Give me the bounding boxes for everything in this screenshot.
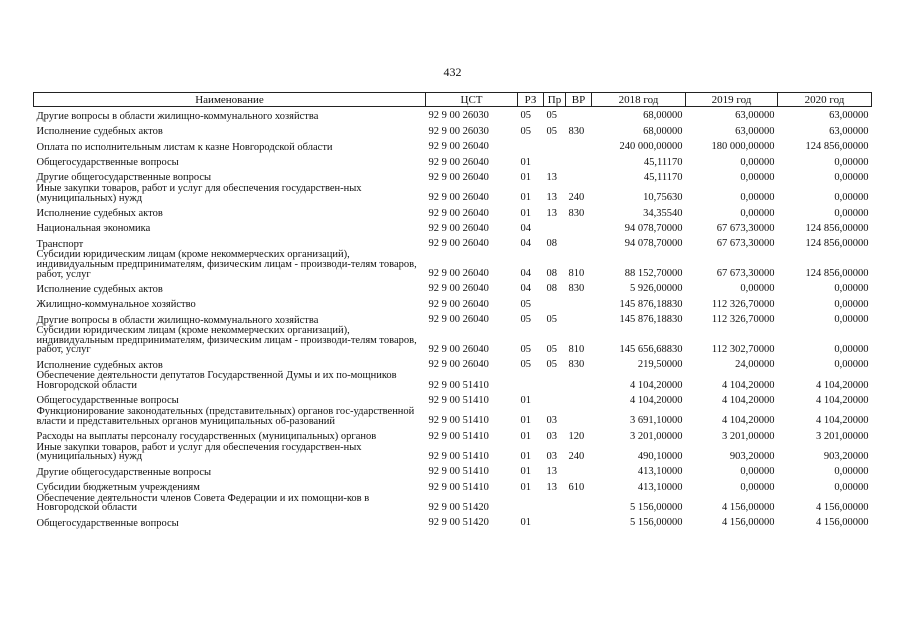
row-cst: 92 9 00 51410 bbox=[428, 415, 489, 427]
row-value-2020: 0,00000 bbox=[834, 314, 869, 326]
row-rz: 05 bbox=[520, 344, 531, 356]
row-value-2018: 240 000,00000 bbox=[619, 141, 683, 153]
row-cst: 92 9 00 26040 bbox=[428, 141, 489, 153]
row-cst: 92 9 00 51410 bbox=[428, 430, 489, 442]
row-cst: 92 9 00 51420 bbox=[428, 517, 489, 529]
row-pr: 08 bbox=[546, 283, 557, 295]
row-value-2020: 4 104,20000 bbox=[816, 379, 869, 391]
table-row bbox=[34, 356, 872, 371]
row-rz: 04 bbox=[520, 283, 531, 295]
table-row bbox=[34, 169, 872, 184]
row-value-2019: 0,00000 bbox=[740, 466, 775, 478]
row-vr: 830 bbox=[568, 359, 585, 371]
row-value-2020: 3 201,00000 bbox=[816, 430, 869, 442]
row-value-2020: 0,00000 bbox=[834, 359, 869, 371]
row-name: Иные закупки товаров, работ и услуг для обеспечения государствен-ных (муниципальных) нужд bbox=[36, 441, 362, 463]
row-value-2019: 0,00000 bbox=[740, 283, 775, 295]
row-cst: 92 9 00 26030 bbox=[428, 125, 489, 137]
row-pr bbox=[544, 220, 566, 235]
row-rz: 05 bbox=[520, 125, 531, 137]
row-vr: 830 bbox=[568, 207, 585, 219]
table-row bbox=[34, 478, 872, 493]
row-value-2018: 34,35540 bbox=[643, 207, 683, 219]
row-vr bbox=[566, 235, 592, 250]
row-name: Иные закупки товаров, работ и услуг для обеспечения государствен-ных (муниципальных) нужд bbox=[36, 182, 362, 204]
row-vr bbox=[566, 107, 592, 123]
row-name: Общегосударственные вопросы bbox=[36, 156, 179, 168]
row-value-2019: 3 201,00000 bbox=[722, 430, 775, 442]
header-2018: 2018 год bbox=[592, 93, 686, 107]
row-value-2018: 145 876,18830 bbox=[619, 298, 683, 310]
row-value-2018: 88 152,70000 bbox=[624, 268, 683, 280]
row-vr bbox=[566, 407, 592, 427]
row-vr bbox=[566, 311, 592, 326]
row-value-2020: 4 104,20000 bbox=[816, 415, 869, 427]
table-row bbox=[34, 427, 872, 442]
row-name: Исполнение судебных актов bbox=[36, 207, 163, 219]
header-2020: 2020 год bbox=[778, 93, 872, 107]
row-value-2018: 413,10000 bbox=[637, 481, 683, 493]
budget-table bbox=[33, 92, 872, 529]
row-value-2020: 4 156,00000 bbox=[816, 501, 869, 513]
row-value-2018: 45,11170 bbox=[643, 171, 683, 183]
header-vr: ВР bbox=[566, 93, 592, 107]
row-pr: 13 bbox=[546, 171, 557, 183]
row-vr: 240 bbox=[568, 450, 585, 462]
row-vr bbox=[566, 392, 592, 407]
header-pr: Пр bbox=[544, 93, 566, 107]
row-cst: 92 9 00 51410 bbox=[428, 450, 489, 462]
row-name: Расходы на выплаты персоналу государственных (муниципальных) органов bbox=[36, 431, 377, 442]
row-vr: 810 bbox=[568, 344, 585, 356]
row-name: Обеспечение деятельности членов Совета Федерации и их помощни-ков в Новгородской области bbox=[36, 492, 370, 514]
row-cst: 92 9 00 26040 bbox=[428, 238, 489, 250]
row-vr bbox=[566, 295, 592, 310]
row-pr: 03 bbox=[546, 450, 557, 462]
row-value-2019: 63,00000 bbox=[735, 110, 775, 122]
table-row bbox=[34, 122, 872, 137]
row-rz: 05 bbox=[520, 110, 531, 122]
row-cst: 92 9 00 26040 bbox=[428, 298, 489, 310]
row-value-2019: 180 000,00000 bbox=[711, 141, 775, 153]
row-cst: 92 9 00 26040 bbox=[428, 207, 489, 219]
row-cst: 92 9 00 51410 bbox=[428, 395, 489, 407]
row-rz: 04 bbox=[520, 238, 531, 250]
row-vr bbox=[566, 463, 592, 478]
row-rz bbox=[518, 371, 544, 391]
table-row bbox=[34, 138, 872, 153]
row-cst: 92 9 00 26040 bbox=[428, 222, 489, 234]
row-name: Общегосударственные вопросы bbox=[36, 517, 179, 529]
row-value-2020: 0,00000 bbox=[834, 298, 869, 310]
row-value-2020: 4 104,20000 bbox=[816, 395, 869, 407]
row-value-2020: 0,00000 bbox=[834, 207, 869, 219]
row-value-2019: 67 673,30000 bbox=[716, 268, 775, 280]
row-pr bbox=[544, 295, 566, 310]
row-vr: 810 bbox=[568, 268, 585, 280]
table-row bbox=[34, 153, 872, 168]
row-cst: 92 9 00 26040 bbox=[428, 268, 489, 280]
row-value-2018: 68,00000 bbox=[643, 110, 683, 122]
row-cst: 92 9 00 26040 bbox=[428, 156, 489, 168]
row-value-2019: 0,00000 bbox=[740, 156, 775, 168]
row-cst: 92 9 00 51410 bbox=[428, 481, 489, 493]
row-vr: 830 bbox=[568, 125, 585, 137]
row-pr: 05 bbox=[546, 110, 557, 122]
row-vr bbox=[566, 220, 592, 235]
row-name: Национальная экономика bbox=[36, 223, 151, 235]
row-value-2019: 0,00000 bbox=[740, 207, 775, 219]
row-value-2018: 5 156,00000 bbox=[630, 501, 683, 513]
row-name: Функционирование законодательных (представительных) органов гос-ударственной власти и представительных органов муниципальных об-разований bbox=[36, 406, 415, 427]
row-rz: 01 bbox=[520, 466, 531, 478]
row-value-2020: 124 856,00000 bbox=[805, 238, 869, 250]
row-value-2020: 4 156,00000 bbox=[816, 517, 869, 529]
row-name: Другие общегосударственные вопросы bbox=[36, 172, 212, 184]
header-name: Наименование bbox=[34, 93, 426, 107]
row-rz: 01 bbox=[520, 517, 531, 529]
row-pr bbox=[544, 392, 566, 407]
row-vr: 120 bbox=[568, 430, 585, 442]
table-row bbox=[34, 280, 872, 295]
row-value-2019: 0,00000 bbox=[740, 171, 775, 183]
row-cst: 92 9 00 51410 bbox=[428, 379, 489, 391]
row-pr: 05 bbox=[546, 344, 557, 356]
table-row bbox=[34, 220, 872, 235]
row-value-2019: 4 156,00000 bbox=[722, 517, 775, 529]
row-value-2018: 4 104,20000 bbox=[630, 395, 683, 407]
row-value-2020: 0,00000 bbox=[834, 192, 869, 204]
row-pr: 08 bbox=[546, 268, 557, 280]
row-value-2019: 903,20000 bbox=[729, 450, 775, 462]
row-pr bbox=[544, 138, 566, 153]
row-pr: 13 bbox=[546, 192, 557, 204]
row-value-2018: 68,00000 bbox=[643, 125, 683, 137]
row-pr bbox=[544, 371, 566, 391]
row-value-2020: 124 856,00000 bbox=[805, 222, 869, 234]
row-value-2018: 4 104,20000 bbox=[630, 379, 683, 391]
row-value-2018: 94 078,70000 bbox=[624, 238, 683, 250]
row-value-2018: 5 156,00000 bbox=[630, 517, 683, 529]
table-body bbox=[34, 107, 872, 530]
row-pr: 13 bbox=[546, 207, 557, 219]
row-value-2019: 24,00000 bbox=[735, 359, 775, 371]
row-name: Субсидии бюджетным учреждениям bbox=[36, 481, 200, 493]
row-rz bbox=[518, 138, 544, 153]
row-name: Другие вопросы в области жилищно-коммунального хозяйства bbox=[36, 110, 319, 122]
table-row bbox=[34, 235, 872, 250]
row-rz: 01 bbox=[520, 171, 531, 183]
row-vr bbox=[566, 153, 592, 168]
row-vr: 610 bbox=[568, 481, 585, 493]
row-value-2019: 4 104,20000 bbox=[722, 395, 775, 407]
table-row bbox=[34, 514, 872, 529]
row-value-2018: 45,11170 bbox=[643, 156, 683, 168]
row-cst: 92 9 00 51410 bbox=[428, 466, 489, 478]
row-pr: 05 bbox=[546, 359, 557, 371]
row-rz: 04 bbox=[520, 222, 531, 234]
table-row bbox=[34, 250, 872, 280]
table-row bbox=[34, 204, 872, 219]
row-pr: 05 bbox=[546, 314, 557, 326]
row-pr: 03 bbox=[546, 430, 557, 442]
row-vr: 830 bbox=[568, 283, 585, 295]
row-cst: 92 9 00 26040 bbox=[428, 283, 489, 295]
row-pr bbox=[544, 514, 566, 529]
row-value-2020: 63,00000 bbox=[829, 125, 869, 137]
row-pr: 13 bbox=[546, 466, 557, 478]
row-rz: 01 bbox=[520, 415, 531, 427]
row-rz: 05 bbox=[520, 298, 531, 310]
header-cst: ЦСТ bbox=[426, 93, 518, 107]
table-row bbox=[34, 184, 872, 204]
row-pr: 05 bbox=[546, 125, 557, 137]
row-cst: 92 9 00 26040 bbox=[428, 192, 489, 204]
row-pr: 08 bbox=[546, 238, 557, 250]
row-name: Исполнение судебных актов bbox=[36, 126, 163, 138]
row-value-2018: 145 876,18830 bbox=[619, 314, 683, 326]
row-pr bbox=[544, 153, 566, 168]
row-rz: 05 bbox=[520, 314, 531, 326]
row-vr bbox=[566, 169, 592, 184]
table-row bbox=[34, 443, 872, 463]
row-rz: 01 bbox=[520, 207, 531, 219]
row-vr bbox=[566, 514, 592, 529]
row-rz: 04 bbox=[520, 268, 531, 280]
table-header-row bbox=[34, 93, 872, 107]
row-value-2020: 0,00000 bbox=[834, 466, 869, 478]
row-value-2019: 4 156,00000 bbox=[722, 501, 775, 513]
table-row bbox=[34, 371, 872, 391]
row-cst: 92 9 00 26040 bbox=[428, 344, 489, 356]
row-rz: 01 bbox=[520, 192, 531, 204]
table-row bbox=[34, 407, 872, 427]
row-name: Жилищно-коммунальное хозяйство bbox=[36, 299, 196, 311]
row-value-2018: 490,10000 bbox=[637, 450, 683, 462]
row-value-2019: 4 104,20000 bbox=[722, 379, 775, 391]
row-rz: 01 bbox=[520, 450, 531, 462]
row-rz: 01 bbox=[520, 481, 531, 493]
table-row bbox=[34, 463, 872, 478]
row-value-2018: 145 656,68830 bbox=[619, 344, 683, 356]
row-value-2019: 0,00000 bbox=[740, 192, 775, 204]
row-value-2020: 0,00000 bbox=[834, 171, 869, 183]
table-row bbox=[34, 326, 872, 356]
row-pr: 03 bbox=[546, 415, 557, 427]
row-value-2018: 3 201,00000 bbox=[630, 430, 683, 442]
row-value-2018: 3 691,10000 bbox=[630, 415, 683, 427]
table-row bbox=[34, 392, 872, 407]
row-value-2019: 63,00000 bbox=[735, 125, 775, 137]
row-pr bbox=[544, 494, 566, 514]
row-cst: 92 9 00 26040 bbox=[428, 314, 489, 326]
row-name: Субсидии юридическим лицам (кроме некоммерческих организаций), индивидуальным предпринимателям, физическим лицам - производи-телям товаров, работ, услуг bbox=[36, 249, 417, 280]
table-row bbox=[34, 311, 872, 326]
row-value-2019: 0,00000 bbox=[740, 481, 775, 493]
header-rz: РЗ bbox=[518, 93, 544, 107]
row-value-2019: 112 302,70000 bbox=[711, 344, 775, 356]
row-value-2018: 219,50000 bbox=[637, 359, 683, 371]
page-number: 432 bbox=[443, 65, 462, 79]
row-value-2020: 124 856,00000 bbox=[805, 141, 869, 153]
table-row bbox=[34, 295, 872, 310]
row-value-2020: 0,00000 bbox=[834, 283, 869, 295]
row-rz: 01 bbox=[520, 156, 531, 168]
row-value-2020: 0,00000 bbox=[834, 156, 869, 168]
row-value-2019: 112 326,70000 bbox=[711, 298, 775, 310]
row-value-2018: 413,10000 bbox=[637, 466, 683, 478]
row-cst: 92 9 00 26040 bbox=[428, 359, 489, 371]
row-value-2020: 0,00000 bbox=[834, 481, 869, 493]
row-vr bbox=[566, 371, 592, 391]
row-value-2020: 124 856,00000 bbox=[805, 268, 869, 280]
row-name: Обеспечение деятельности депутатов Государственной Думы и их по-мощников Новгородской области bbox=[36, 370, 397, 392]
row-rz: 05 bbox=[520, 359, 531, 371]
row-rz bbox=[518, 494, 544, 514]
row-value-2019: 4 104,20000 bbox=[722, 415, 775, 427]
table-row bbox=[34, 494, 872, 514]
row-cst: 92 9 00 51420 bbox=[428, 501, 489, 513]
row-name: Другие общегосударственные вопросы bbox=[36, 466, 212, 478]
row-rz: 01 bbox=[520, 395, 531, 407]
row-value-2019: 67 673,30000 bbox=[716, 238, 775, 250]
row-vr bbox=[566, 494, 592, 514]
row-vr: 240 bbox=[568, 192, 585, 204]
row-value-2018: 5 926,00000 bbox=[630, 283, 683, 295]
row-name: Исполнение судебных актов bbox=[36, 359, 163, 371]
row-value-2020: 903,20000 bbox=[823, 450, 869, 462]
row-value-2020: 0,00000 bbox=[834, 344, 869, 356]
row-name: Исполнение судебных актов bbox=[36, 283, 163, 295]
row-value-2020: 63,00000 bbox=[829, 110, 869, 122]
row-cst: 92 9 00 26030 bbox=[428, 110, 489, 122]
row-value-2019: 67 673,30000 bbox=[716, 222, 775, 234]
row-name: Общегосударственные вопросы bbox=[36, 395, 179, 407]
row-pr: 13 bbox=[546, 481, 557, 493]
row-value-2018: 94 078,70000 bbox=[624, 222, 683, 234]
row-vr bbox=[566, 138, 592, 153]
row-cst: 92 9 00 26040 bbox=[428, 171, 489, 183]
row-value-2019: 112 326,70000 bbox=[711, 314, 775, 326]
row-value-2018: 10,75630 bbox=[643, 192, 683, 204]
header-2019: 2019 год bbox=[686, 93, 778, 107]
table-row bbox=[34, 107, 872, 123]
row-name: Другие вопросы в области жилищно-коммунального хозяйства bbox=[36, 314, 319, 326]
row-name: Оплата по исполнительным листам к казне Новгородской области bbox=[36, 141, 333, 153]
row-rz: 01 bbox=[520, 430, 531, 442]
row-name: Субсидии юридическим лицам (кроме некоммерческих организаций), индивидуальным предпринимателям, физическим лицам - производи-телям товаров, работ, услуг bbox=[36, 325, 417, 356]
row-name: Транспорт bbox=[36, 238, 84, 250]
